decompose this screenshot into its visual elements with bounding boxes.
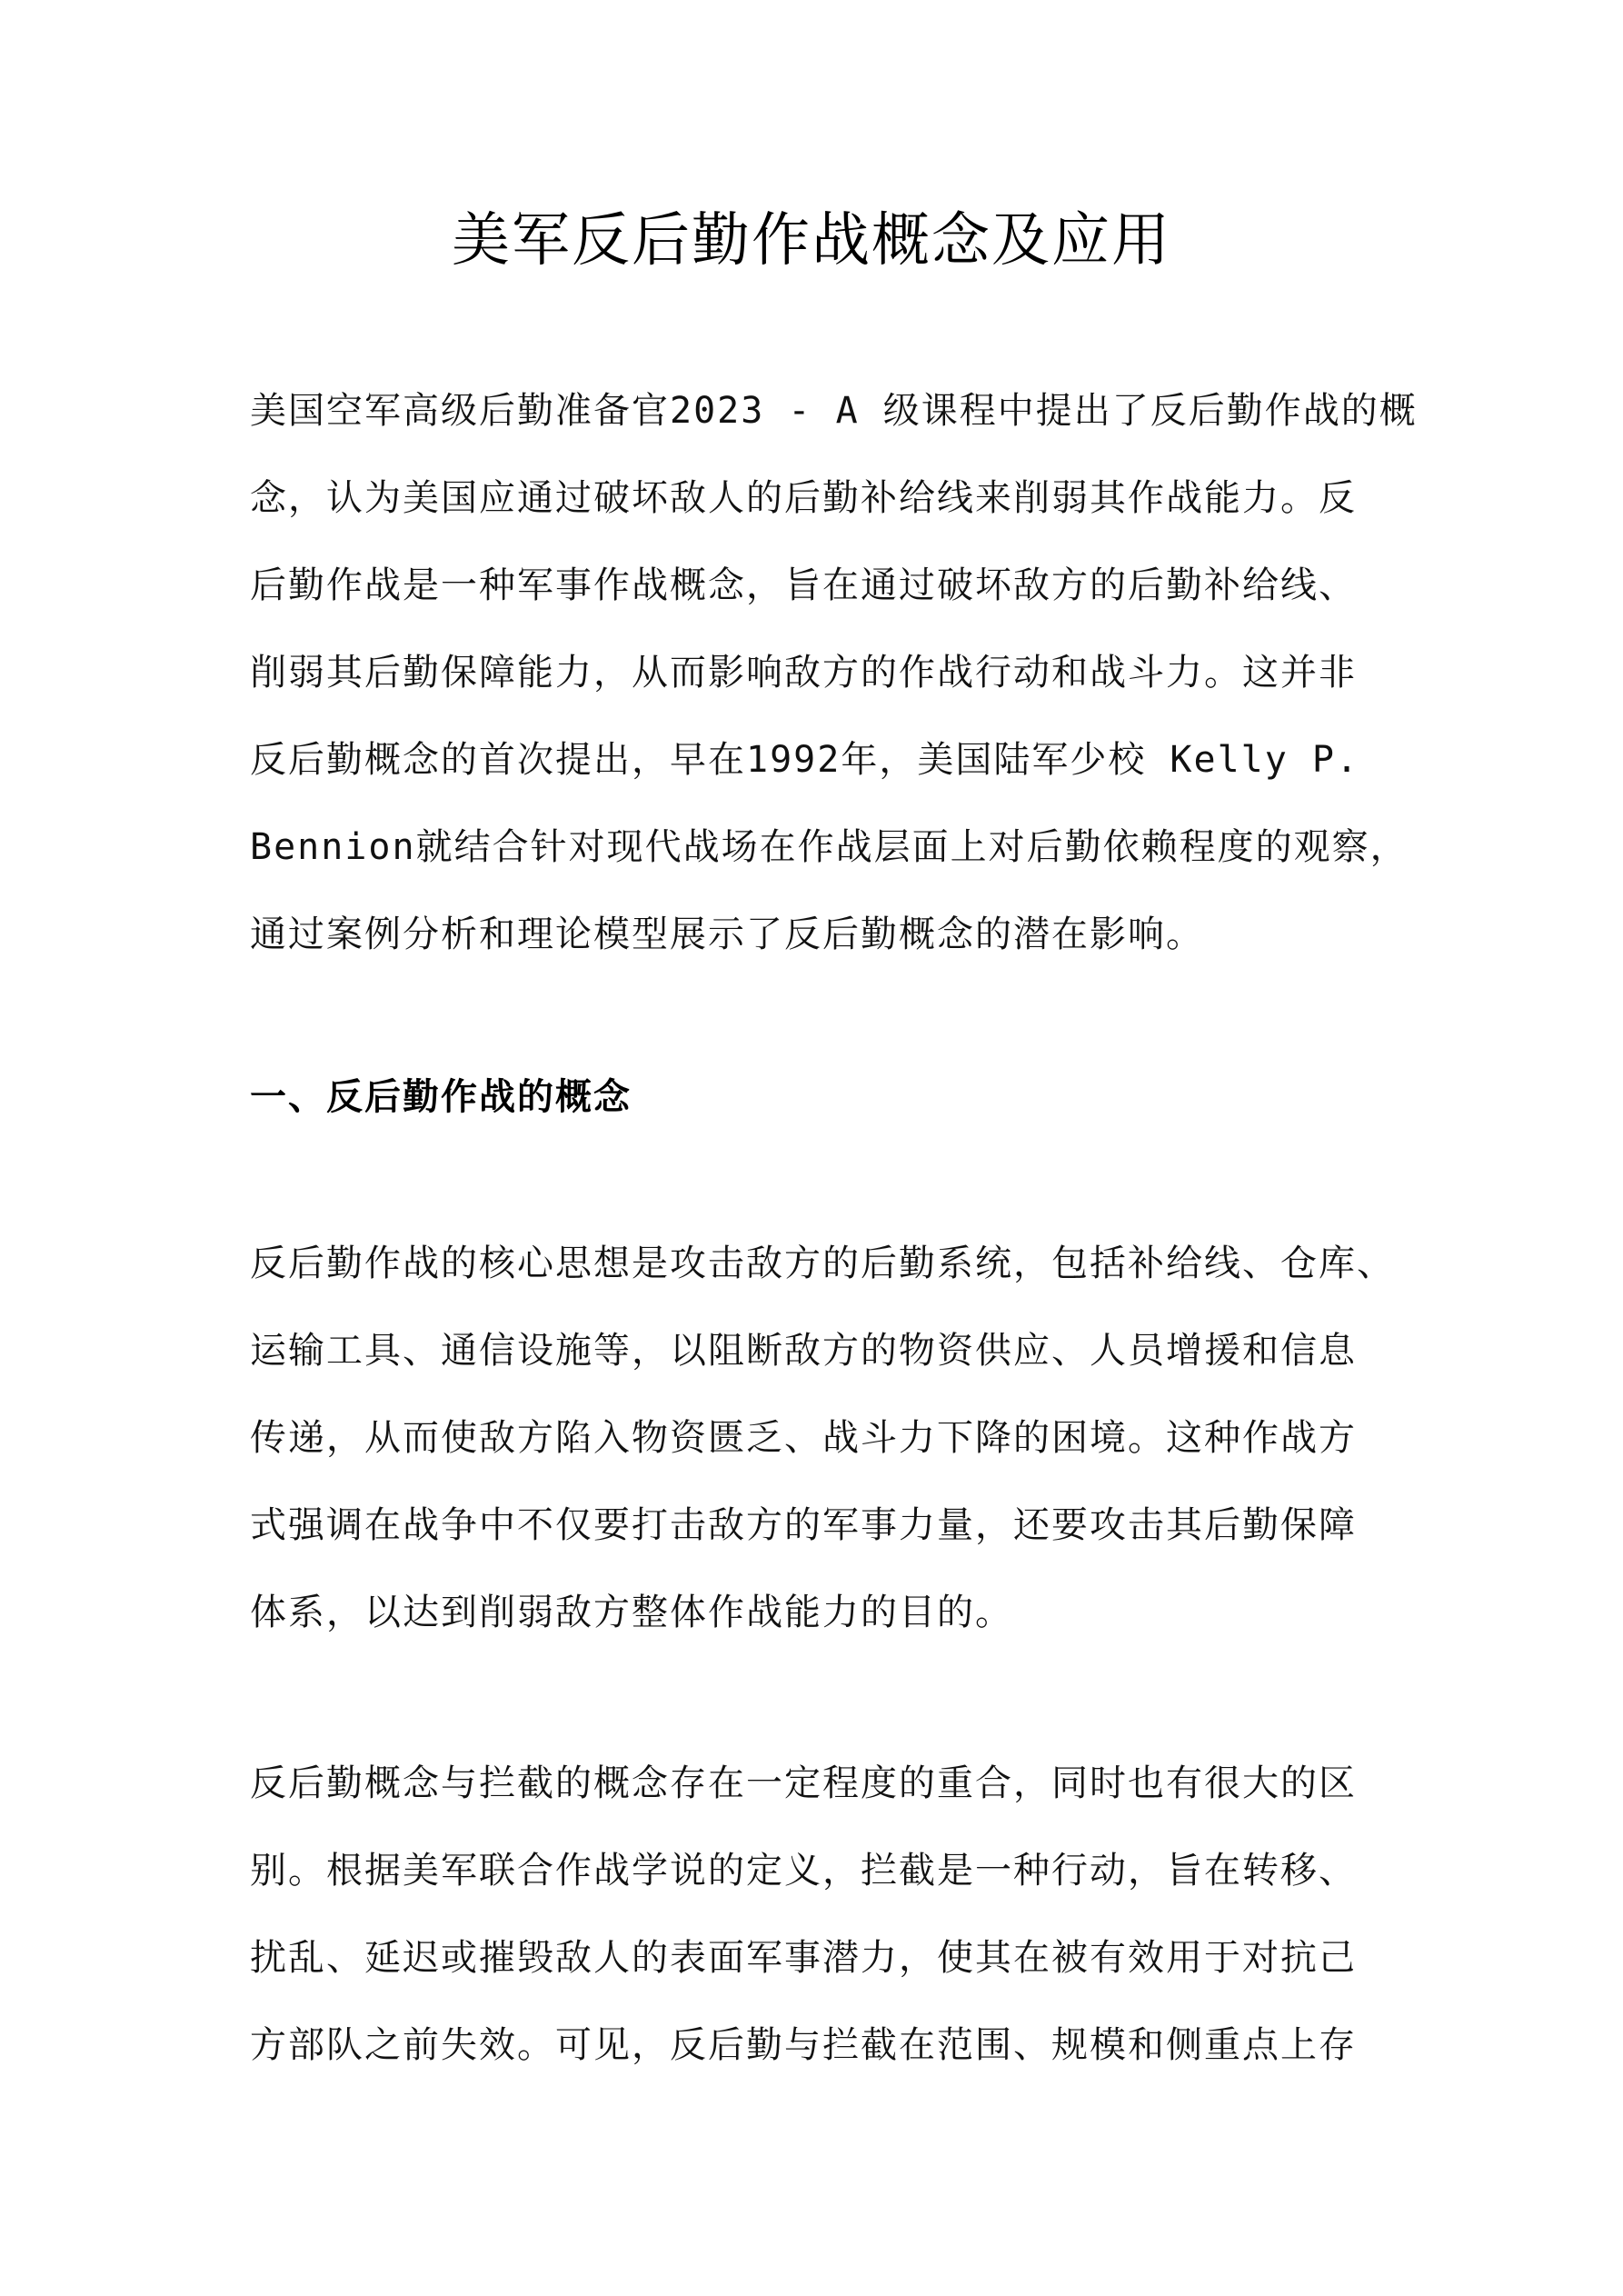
document-title: 美军反后勤作战概念及应用 [452, 207, 1171, 275]
paragraph-line: 后勤作战是一种军事作战概念，旨在通过破坏敌方的后勤补给线、 [250, 564, 1357, 606]
paragraph-line: 通过案例分析和理论模型展示了反后勤概念的潜在影响。 [250, 913, 1204, 955]
intro-paragraph [250, 367, 1418, 978]
concept-paragraph [250, 1220, 1395, 1656]
paragraph-line: 别。根据美军联合作战学说的定义，拦截是一种行动，旨在转移、 [250, 1850, 1357, 1892]
paragraph-line: 体系，以达到削弱敌方整体作战能力的目的。 [250, 1592, 1013, 1633]
paragraph-line: 反后勤概念的首次提出，早在1992年，美国陆军少校 Kelly P. [250, 739, 1360, 781]
interdiction-paragraph [250, 1740, 1377, 2089]
paragraph-line: 传递，从而使敌方陷入物资匮乏、战斗力下降的困境。这种作战方 [250, 1417, 1357, 1459]
paragraph-line: 反后勤作战的核心思想是攻击敌方的后勤系统，包括补给线、仓库、 [250, 1243, 1395, 1284]
paragraph-line: 美国空军高级后勤准备官2023 - A 级课程中提出了反后勤作战的概 [250, 390, 1418, 432]
paragraph-line: 削弱其后勤保障能力，从而影响敌方的作战行动和战斗力。这并非 [250, 652, 1357, 694]
paragraph-line: 运输工具、通信设施等，以阻断敌方的物资供应、人员增援和信息 [250, 1330, 1357, 1372]
paragraph-line: 念，认为美国应通过破坏敌人的后勤补给线来削弱其作战能力。反 [250, 477, 1357, 519]
paragraph-line: 式强调在战争中不仅要打击敌方的军事力量，还要攻击其后勤保障 [250, 1504, 1357, 1546]
paragraph-line: 扰乱、延迟或摧毁敌人的表面军事潜力，使其在被有效用于对抗己 [250, 1937, 1357, 1979]
paragraph-line: 方部队之前失效。可见，反后勤与拦截在范围、规模和侧重点上存 [250, 2024, 1357, 2066]
section-heading: 一、反后勤作战的概念 [250, 1076, 632, 1118]
paragraph-line: 反后勤概念与拦截的概念存在一定程度的重合，同时也有很大的区 [250, 1762, 1357, 1804]
paragraph-line: Bennion就结合针对现代战场在作战层面上对后勤依赖程度的观察， [250, 826, 1409, 868]
